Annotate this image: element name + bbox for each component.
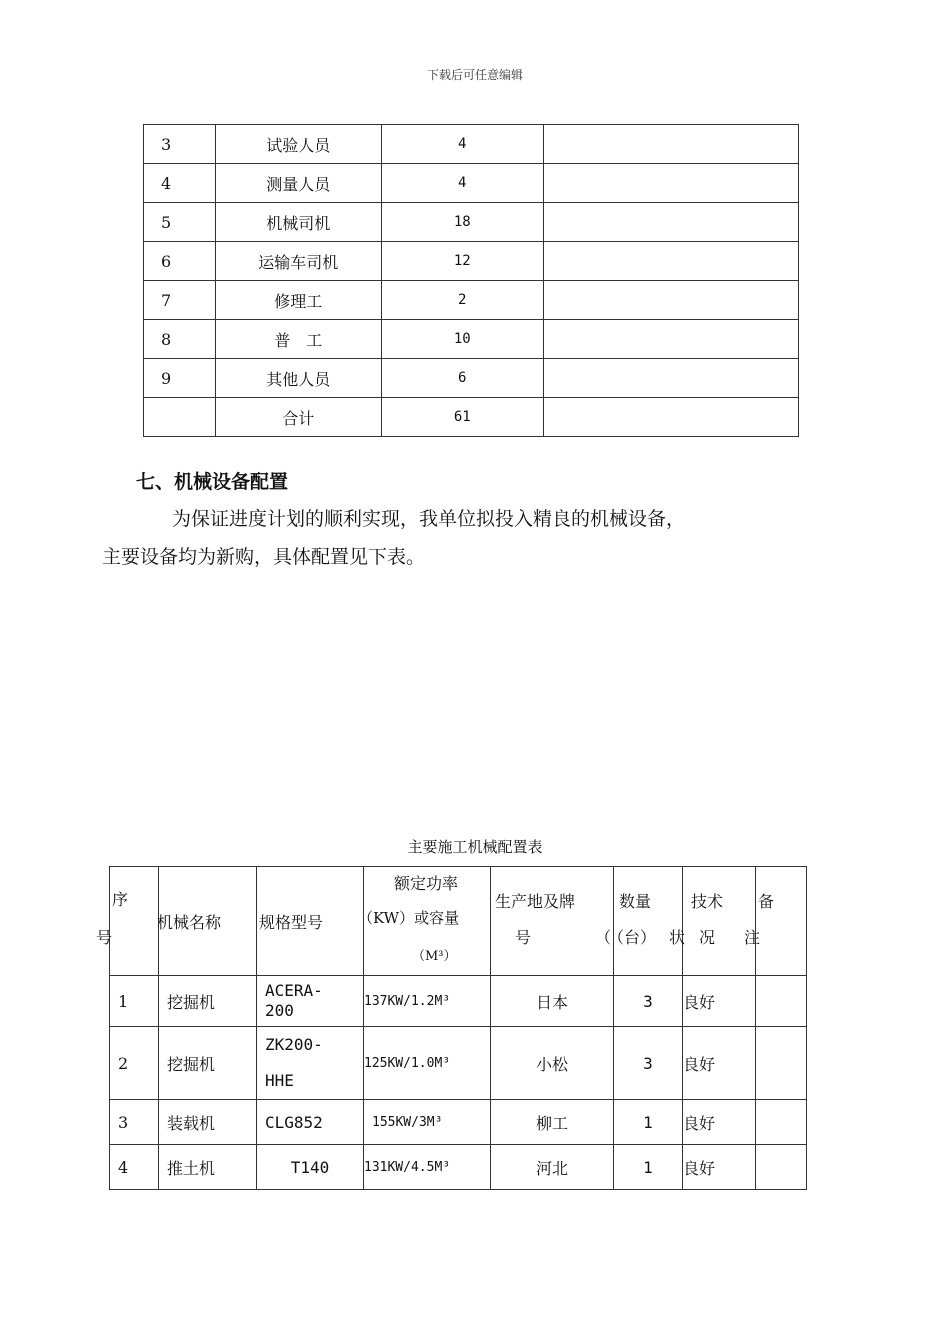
count: 6 [381,359,543,398]
header-text: 额定功率 [394,874,459,893]
note [543,203,798,242]
machine-name: 推土机 [159,1145,257,1190]
count: 10 [381,320,543,359]
quantity: 3 [614,1027,683,1100]
model-line: HHE [265,1071,294,1090]
count: 61 [381,398,543,437]
row-number: 3 [144,125,216,164]
table-row [144,320,799,359]
role: 运输车司机 [215,242,381,281]
quantity: 1 [614,1100,683,1145]
note [543,164,798,203]
table-row [144,359,799,398]
model-line: ACERA- [265,981,323,1000]
role: 机械司机 [215,203,381,242]
machine-name: 装载机 [159,1100,257,1145]
model [257,976,364,1027]
machine-name: 挖掘机 [159,1027,257,1100]
row-number: 1 [110,976,159,1027]
paragraph-line: 为保证进度计划的顺利实现，我单位拟投入精良的机械设备， [172,508,686,530]
table-row [110,976,807,1027]
power: 155KW/3M³ [364,1100,491,1145]
header-text: 号 [515,928,532,947]
table-row [144,125,799,164]
header-text: 机械名称 [157,912,222,932]
count: 4 [381,125,543,164]
note [543,242,798,281]
header-text: 数量 [619,892,652,911]
table-row [110,1100,807,1145]
note [543,359,798,398]
origin: 河北 [491,1145,614,1190]
power: 137KW/1.2M³ [364,976,491,1027]
header-power [358,867,491,976]
model-line: CLG852 [265,1112,323,1132]
header-text: （M³） [412,949,457,964]
header-no [96,867,159,976]
power: 131KW/4.5M³ [364,1145,491,1190]
row-number: 7 [144,281,216,320]
role: 修理工 [215,281,381,320]
header-status [669,867,756,976]
header-text: 生产地及牌 [495,892,576,911]
status: 良好 [683,1145,756,1190]
note [543,281,798,320]
header-text: （KW）或容量 [358,909,460,927]
table-row [110,1027,807,1100]
row-number: 4 [110,1145,159,1190]
row-number: 8 [144,320,216,359]
power: 125KW/1.0M³ [364,1027,491,1100]
header-text: 号 [96,928,113,947]
quantity: 1 [614,1145,683,1190]
header-model [257,867,364,976]
row-number: 6 [144,242,216,281]
row-number: 9 [144,359,216,398]
model [257,1027,364,1100]
role: 普 工 [215,320,381,359]
quantity: 3 [614,976,683,1027]
status: 良好 [683,976,756,1027]
remark [756,1100,807,1145]
role: 试验人员 [215,125,381,164]
header-text: 注 [744,928,761,947]
row-number: 4 [144,164,216,203]
section-paragraph [102,500,802,576]
header-name [159,867,257,976]
staff-table [143,124,799,437]
table-row [144,164,799,203]
origin: 柳工 [491,1100,614,1145]
note [543,125,798,164]
origin: 日本 [491,976,614,1027]
table-row-total [144,398,799,437]
count: 18 [381,203,543,242]
model-line: T140 [290,1157,330,1177]
header-text: 序 [112,890,129,909]
header-text: 状况 [669,928,730,947]
table-row [144,281,799,320]
count: 12 [381,242,543,281]
header-text: 技术 [691,892,724,911]
table-header-row [110,867,807,976]
table-row [144,203,799,242]
count: 2 [381,281,543,320]
remark [756,1145,807,1190]
note [543,320,798,359]
table-row [110,1145,807,1190]
row-number: 3 [110,1100,159,1145]
origin: 小松 [491,1027,614,1100]
note [543,398,798,437]
row-number: 2 [110,1027,159,1100]
row-number: 5 [144,203,216,242]
header-remark [744,867,807,976]
status: 良好 [683,1100,756,1145]
section-title: 七、机械设备配置 [136,471,289,493]
paragraph-line: 主要设备均为新购，具体配置见下表。 [102,546,426,568]
count: 4 [381,164,543,203]
header-text: 规格型号 [259,912,324,932]
model-line: 200 [265,1001,294,1020]
table-row [144,242,799,281]
header-text: 备 [758,892,775,911]
role: 其他人员 [215,359,381,398]
row-number [144,398,216,437]
header-qty [608,867,683,976]
header-origin: 生产地及牌 号 （ [491,867,614,976]
equipment-table [96,866,807,1190]
model [257,1145,364,1190]
model [257,1100,364,1145]
model-line: ZK200- [265,1035,323,1054]
machine-name: 挖掘机 [159,976,257,1027]
header-text: （台） [608,928,657,947]
page-header: 下载后可任意编辑 [426,68,523,82]
role: 合计 [215,398,381,437]
status: 良好 [683,1027,756,1100]
role: 测量人员 [215,164,381,203]
table-caption: 主要施工机械配置表 [407,838,543,856]
remark [756,976,807,1027]
remark [756,1027,807,1100]
